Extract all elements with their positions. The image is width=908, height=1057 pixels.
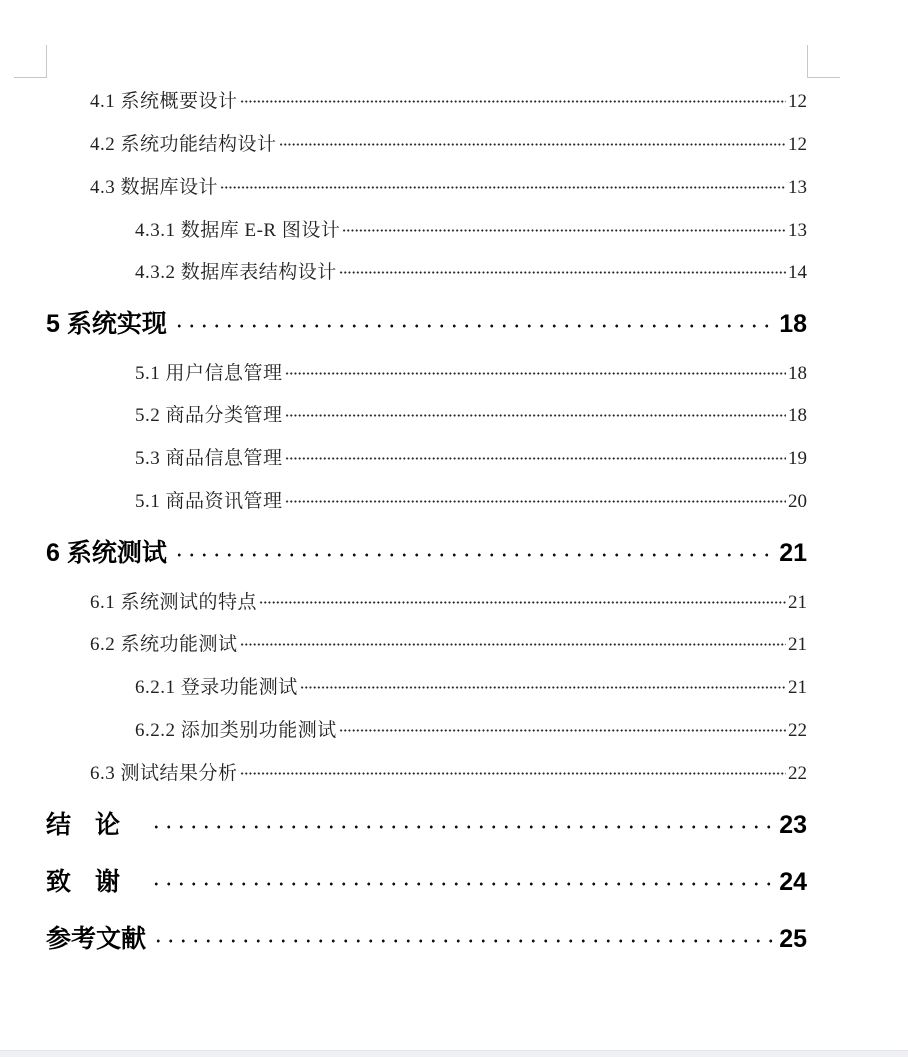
dot-leader <box>285 457 786 460</box>
dot-leader <box>240 772 786 775</box>
toc-entry-page: 14 <box>788 262 807 283</box>
dot-leader <box>285 500 786 503</box>
dot-leader <box>150 825 773 829</box>
toc-entry-title: 5 系统实现 <box>46 310 167 338</box>
dot-leader <box>240 100 786 103</box>
dot-leader <box>259 601 786 604</box>
toc-entry-page: 18 <box>788 363 807 384</box>
toc-entry-title: 6.2.1 登录功能测试 <box>135 677 298 698</box>
dot-leader <box>339 271 786 274</box>
toc-entry-acknowledgements[interactable] <box>46 862 807 894</box>
toc-entry-title: 参考文献 <box>46 925 147 953</box>
toc-entry-title: 4.1 系统概要设计 <box>90 91 238 112</box>
toc-entry-title: 5.2 商品分类管理 <box>135 405 283 426</box>
toc-entry-title: 4.3 数据库设计 <box>90 177 219 198</box>
toc-entry-conclusion[interactable] <box>46 805 807 837</box>
toc-entry-title: 6.2.2 添加类别功能测试 <box>135 720 337 741</box>
crop-mark-top-left <box>14 45 47 78</box>
dot-leader <box>173 324 773 328</box>
toc-entry-title: 5.1 用户信息管理 <box>135 363 283 384</box>
toc-entry-title: 4.3.1 数据库 E-R 图设计 <box>135 220 341 241</box>
dot-leader <box>150 882 773 886</box>
toc-entry-page: 21 <box>788 634 807 655</box>
toc-entry-title: 6.2 系统功能测试 <box>90 634 238 655</box>
toc-entry-title: 结论 <box>46 811 145 839</box>
toc-entry-6-2[interactable] <box>90 629 807 655</box>
toc-entry-page: 18 <box>779 310 807 338</box>
toc-entry-title: 5.1 商品资讯管理 <box>135 491 283 512</box>
toc-entry-4-3-1[interactable] <box>135 215 807 241</box>
toc-entry-page: 13 <box>788 177 807 198</box>
toc-entry-page: 12 <box>788 91 807 112</box>
toc-entry-title: 5.3 商品信息管理 <box>135 448 283 469</box>
toc-entry-page: 23 <box>779 811 807 839</box>
toc-entry-page: 21 <box>788 592 807 613</box>
toc-entry-title: 6.3 测试结果分析 <box>90 763 238 784</box>
toc-entry-page: 12 <box>788 134 807 155</box>
toc-entry-4-2[interactable] <box>90 129 807 155</box>
toc-entry-chapter-5[interactable] <box>46 304 807 336</box>
dot-leader <box>240 643 786 646</box>
dot-leader <box>279 143 786 146</box>
dot-leader <box>152 939 773 943</box>
toc-entry-5-3[interactable] <box>135 443 807 469</box>
toc-entry-references[interactable] <box>46 919 807 951</box>
toc-entry-page: 21 <box>779 539 807 567</box>
toc-entry-page: 20 <box>788 491 807 512</box>
dot-leader <box>285 414 786 417</box>
toc-entry-6-2-2[interactable] <box>135 715 807 741</box>
toc-entry-5-2[interactable] <box>135 400 807 426</box>
toc-entry-page: 13 <box>788 220 807 241</box>
toc-entry-5-1-user[interactable] <box>135 358 807 384</box>
toc-entry-page: 25 <box>779 925 807 953</box>
toc-entry-page: 24 <box>779 868 807 896</box>
toc-entry-title: 致谢 <box>46 868 145 896</box>
toc-entry-4-1[interactable] <box>90 86 807 112</box>
toc-entry-6-2-1[interactable] <box>135 672 807 698</box>
toc-entry-4-3-2[interactable] <box>135 257 807 283</box>
dot-leader <box>173 553 773 557</box>
toc-entry-5-1-news[interactable] <box>135 486 807 512</box>
toc-entry-page: 18 <box>788 405 807 426</box>
toc-entry-title: 6.1 系统测试的特点 <box>90 592 258 613</box>
toc-entry-4-3[interactable] <box>90 172 807 198</box>
toc-entry-title: 4.3.2 数据库表结构设计 <box>135 262 337 283</box>
toc-entry-title: 4.2 系统功能结构设计 <box>90 134 277 155</box>
dot-leader <box>220 186 786 189</box>
toc-entry-title: 6 系统测试 <box>46 539 167 567</box>
toc-entry-chapter-6[interactable] <box>46 533 807 565</box>
dot-leader <box>300 686 786 689</box>
toc-entry-page: 22 <box>788 720 807 741</box>
toc-entry-page: 22 <box>788 763 807 784</box>
toc-entry-page: 21 <box>788 677 807 698</box>
dot-leader <box>285 372 786 375</box>
crop-mark-top-right <box>807 45 840 78</box>
toc-entry-page: 19 <box>788 448 807 469</box>
toc-entry-6-3[interactable] <box>90 758 807 784</box>
toc-entry-6-1[interactable] <box>90 587 807 613</box>
dot-leader <box>342 229 786 232</box>
dot-leader <box>339 729 786 732</box>
